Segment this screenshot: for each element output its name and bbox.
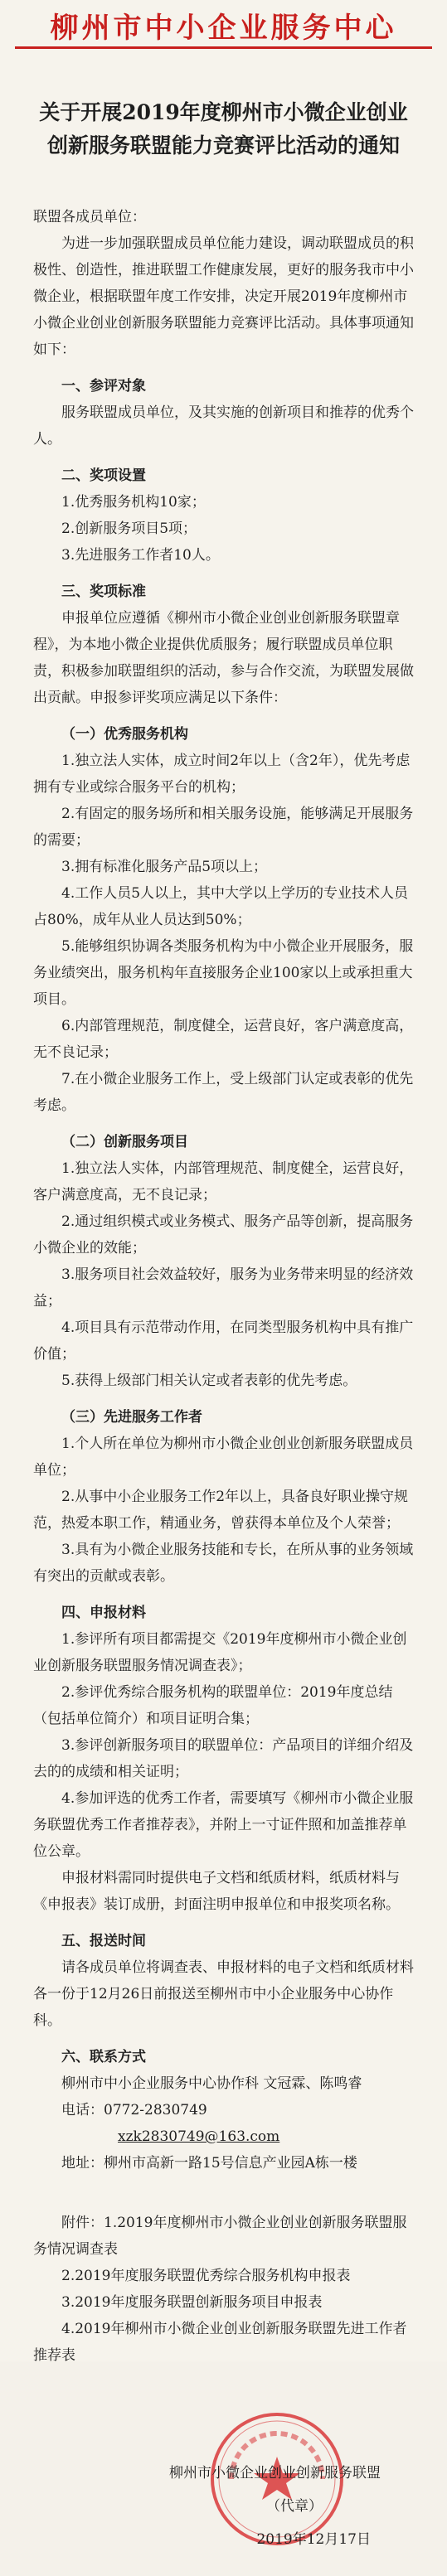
criteria-item: 2.有固定的服务场所和相关服务设施，能够满足开展服务的需要； [33, 806, 414, 849]
letterhead [0, 0, 447, 51]
attachment-item: 3.2019年度服务联盟创新服务项目申报表 [61, 2294, 323, 2311]
attachments [33, 2210, 414, 2369]
criteria-item: 2.通过组织模式或业务模式、服务产品等创新，提高服务小微企业的效能； [33, 1213, 414, 1257]
section-1-heading: 一、参评对象 [61, 378, 146, 395]
criteria-item: 3.服务项目社会效益较好，服务为业务带来明显的经济效益； [33, 1266, 414, 1310]
contact-org: 柳州市中小企业服务中心协作科 文冠霖、陈鸣睿 [61, 2075, 362, 2092]
materials-note: 申报材料需同时提供电子文档和纸质材料，纸质材料与《申报表》装订成册，封面注明申报单位和申报奖项名称。 [33, 1870, 400, 1913]
award-item: 1.优秀服务机构10家； [61, 494, 206, 511]
document-title [23, 96, 424, 162]
contact-email-link[interactable]: xzk2830749@163.com [118, 2128, 280, 2145]
salutation: 联盟各成员单位： [33, 209, 146, 225]
title-line-1: 关于开展2019年度柳州市小微企业创业 [39, 100, 408, 124]
signature-date: 2019年12月17日 [256, 2531, 371, 2548]
section-3-text: 申报单位应遵循《柳州市小微企业创业创新服务联盟章程》，为本地小微企业提供优质服务；履行联盟成员单位职责，积极参加联盟组织的活动，参与合作交流，为联盟发展做出贡献。申报参评奖项应满足以下条件： [33, 610, 414, 706]
section-1-text: 服务联盟成员单位，及其实施的创新项目和推荐的优秀个人。 [33, 404, 414, 448]
criteria-item: 6.内部管理规范，制度健全，运营良好，客户满意度高，无不良记录； [33, 1018, 414, 1061]
award-a-heading: （一）优秀服务机构 [61, 726, 188, 743]
section-2-heading: 二、奖项设置 [61, 467, 146, 484]
letterhead-red-rule [15, 46, 432, 49]
attachment-item: 4.2019年柳州市小微企业创业创新服务联盟先进工作者推荐表 [33, 2321, 407, 2364]
material-item: 3.参评创新服务项目的联盟单位：产品项目的详细介绍及去的的成绩和相关证明； [33, 1737, 414, 1780]
criteria-item: 7.在小微企业服务工作上，受上级部门认定或表彰的优先考虑。 [33, 1071, 414, 1114]
criteria-item: 4.项目具有示范带动作用，在同类型服务机构中具有推广价值； [33, 1319, 414, 1363]
award-c-heading: （三）先进服务工作者 [61, 1409, 202, 1426]
section-4-heading: 四、申报材料 [61, 1605, 146, 1621]
section-6-heading: 六、联系方式 [61, 2049, 146, 2065]
award-item: 2.创新服务项目5项； [61, 521, 197, 537]
signature-org: 柳州市小微企业创业创新服务联盟 [169, 2465, 381, 2482]
award-b-heading: （二）创新服务项目 [61, 1134, 188, 1150]
criteria-item: 1.独立法人实体，内部管理规范、制度健全，运营良好，客户满意度高，无不良记录； [33, 1160, 414, 1203]
intro-paragraph: 为进一步加强联盟成员单位能力建设，调动联盟成员的积极性、创造性，推进联盟工作健康发展，更好的服务我市中小微企业，根据联盟年度工作安排，决定开展2019年度柳州市小微企业创业创新服务联盟能力竞赛评比活动。具体事项通知如下： [33, 235, 414, 358]
section-3-heading: 三、奖项标准 [61, 583, 146, 600]
criteria-item: 3.拥有标准化服务产品5项以上； [61, 859, 268, 875]
award-item: 3.先进服务工作者10人。 [61, 547, 220, 564]
attachment-item: 附件：1.2019年度柳州市小微企业创业创新服务联盟服务情况调查表 [33, 2215, 407, 2258]
contact-phone: 电话：0772-2830749 [61, 2102, 207, 2118]
attachment-item: 2.2019年度服务联盟优秀综合服务机构申报表 [61, 2268, 351, 2284]
material-item: 2.参评优秀综合服务机构的联盟单位：2019年度总结（包括单位简介）和项目证明合集； [33, 1684, 393, 1727]
email-prefix [61, 2128, 118, 2145]
material-item: 4.参加评选的优秀工作者，需要填写《柳州市小微企业服务联盟优秀工作者推荐表》，并附上一寸证件照和加盖推荐单位公章。 [33, 1790, 414, 1860]
criteria-item: 3.具有为小微企业服务技能和专长，在所从事的业务领域有突出的贡献或表彰。 [33, 1542, 414, 1585]
criteria-item: 5.获得上级部门相关认定或者表彰的优先考虑。 [61, 1373, 357, 1389]
title-line-2: 创新服务联盟能力竞赛评比活动的通知 [46, 133, 400, 157]
criteria-item: 1.独立法人实体，成立时间2年以上（含2年），优先考虑拥有专业或综合服务平台的机构； [33, 753, 411, 796]
section-5-heading: 五、报送时间 [61, 1933, 146, 1949]
criteria-item: 5.能够组织协调各类服务机构为中小微企业开展服务，服务业绩突出，服务机构年直接服务企业100家以上或承担重大项目。 [33, 938, 414, 1008]
contact-email-line [33, 2123, 414, 2150]
document-body [0, 162, 447, 2576]
deadline-text: 请各成员单位将调查表、申报材料的电子文档和纸质材料各一份于12月26日前报送至柳州市中小企业服务中心协作科。 [33, 1959, 414, 2029]
contact-address: 地址：柳州市高新一路15号信息产业园A栋一楼 [61, 2155, 357, 2172]
signature-block [33, 2460, 414, 2576]
material-item: 1.参评所有项目都需提交《2019年度柳州市小微企业创业创新服务联盟服务情况调查表》； [33, 1631, 407, 1674]
criteria-item: 2.从事中小企业服务工作2年以上，具备良好职业操守规范，热爱本职工作，精通业务，曾获得本单位及个人荣誉； [33, 1489, 409, 1532]
letterhead-org-name: 柳州市中小企业服务中心 [50, 12, 397, 45]
signature-role: （代章） [266, 2498, 323, 2515]
criteria-item: 4.工作人员5人以上，其中大学以上学历的专业技术人员占80%，成年从业人员达到50%； [33, 885, 409, 928]
criteria-item: 1.个人所在单位为柳州市小微企业创业创新服务联盟成员单位； [33, 1436, 414, 1479]
